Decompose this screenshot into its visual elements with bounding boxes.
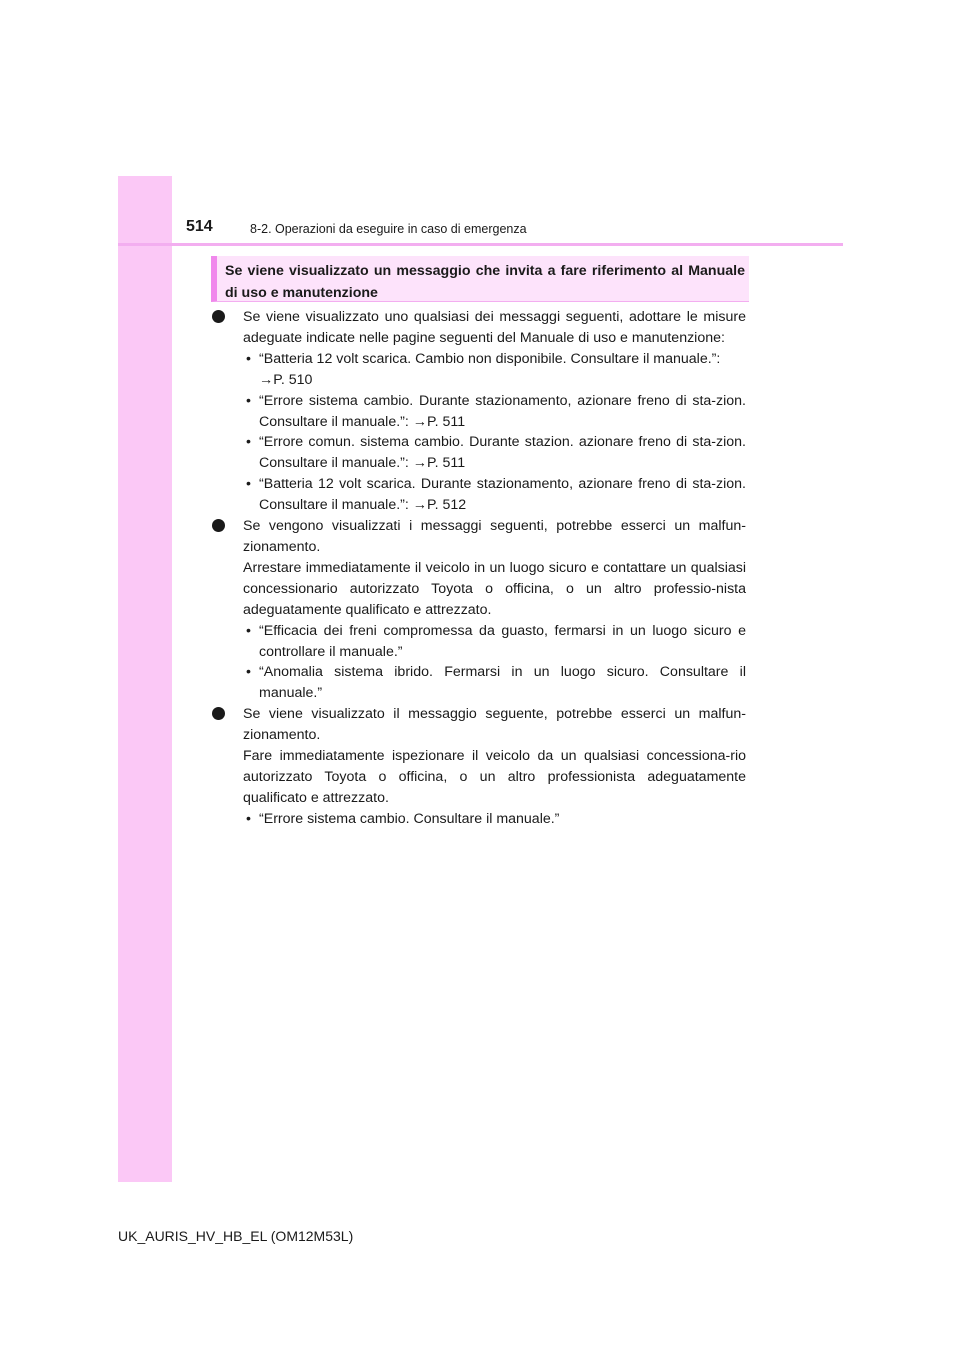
sub-item <box>243 349 746 391</box>
list-item <box>212 307 746 516</box>
footer-document-code: UK_AURIS_HV_HB_EL (OM12M53L) <box>118 1228 354 1244</box>
bullet-icon <box>212 707 225 720</box>
page-number: 514 <box>186 218 213 235</box>
list-item <box>212 516 746 704</box>
bullet-icon <box>212 519 225 532</box>
item-text: Se vengono visualizzati i messaggi seguenti, potrebbe esserci un malfun-zionamento. <box>243 518 746 555</box>
list-item <box>212 704 746 829</box>
sub-item: • “Errore sistema cambio. Durante stazionamento, azionare freno di sta-zion. Consultare il manuale.”: →P. 511 <box>243 391 746 433</box>
sub-item: • “Errore sistema cambio. Consultare il manuale.” <box>243 809 746 830</box>
page-reference: →P. 510 <box>259 371 313 388</box>
header-divider <box>118 243 843 246</box>
section-heading: Se viene visualizzato un messaggio che invita a fare riferimento al Manuale di uso e manutenzione <box>225 263 745 301</box>
bullet-icon <box>212 310 225 323</box>
item-text-continued: Arrestare immediatamente il veicolo in un luogo sicuro e contattare un qualsiasi concessionario autorizzato Toyota o officina, o un altro professio-nista adeguatamente qualificato e attrezzato. <box>243 559 746 618</box>
page-sidebar-tab <box>118 176 172 1182</box>
item-text-continued: Fare immediatamente ispezionare il veicolo da un qualsiasi concessiona-rio autorizzato Toyota o officina, o un altro professionista adeguatamente qualificato e attrezzato. <box>243 748 746 806</box>
item-text: Se viene visualizzato uno qualsiasi dei messaggi seguenti, adottare le misure adeguate indicate nelle pagine seguenti del Manuale di uso e manutenzione: <box>243 309 746 346</box>
sub-item: • “Efficacia dei freni compromessa da guasto, fermarsi in un luogo sicuro e controllare il manuale.” <box>243 621 746 663</box>
sub-item: • “Batteria 12 volt scarica. Durante stazionamento, azionare freno di sta-zion. Consultare il manuale.”: →P. 512 <box>243 474 746 516</box>
section-heading-box <box>211 256 749 302</box>
content-body <box>212 307 746 830</box>
sub-item: • “Errore comun. sistema cambio. Durante stazion. azionare freno di sta-zion. Consultare il manuale.”: →P. 511 <box>243 432 746 474</box>
item-text: Se viene visualizzato il messaggio seguente, potrebbe esserci un malfun-zionamento. <box>243 706 746 744</box>
sub-item: • “Anomalia sistema ibrido. Fermarsi in un luogo sicuro. Consultare il manuale.” <box>243 662 746 704</box>
sub-item-text: “Batteria 12 volt scarica. Cambio non disponibile. Consultare il manuale.”: <box>259 350 721 367</box>
chapter-title: 8-2. Operazioni da eseguire in caso di emergenza <box>250 222 527 236</box>
